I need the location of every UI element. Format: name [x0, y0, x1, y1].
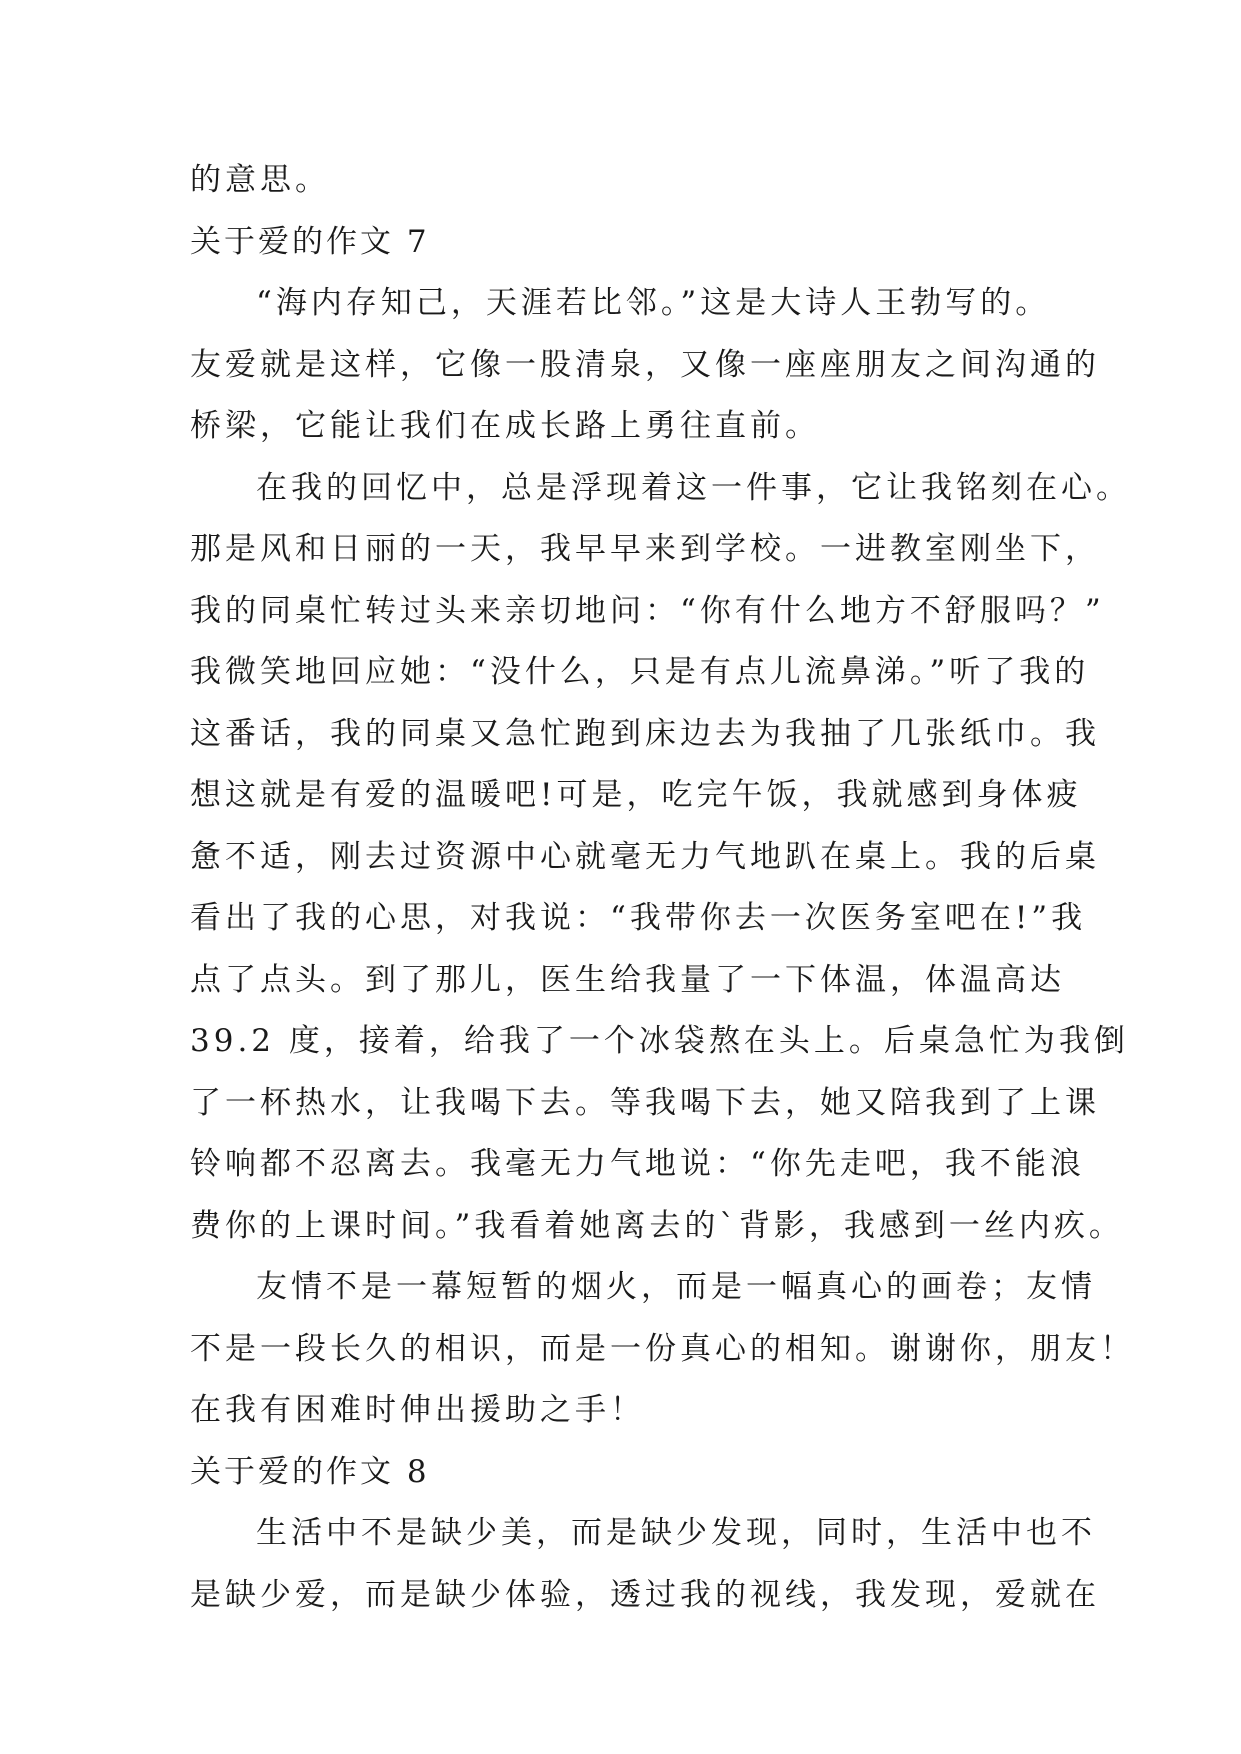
text-line: 那是风和日丽的一天，我早早来到学校。一进教室刚坐下， [190, 531, 1100, 567]
paragraph-first-line: 生活中不是缺少美，而是缺少发现，同时，生活中也不 [256, 1515, 1096, 1551]
paragraph-first-line: 友情不是一幕短暂的烟火，而是一幅真心的画卷；友情 [256, 1269, 1096, 1305]
text-line: 惫不适，刚去过资源中心就毫无力气地趴在桌上。我的后桌 [190, 838, 1100, 875]
text-line: 点了点头。到了那儿，医生给我量了一下体温，体温高达 [190, 961, 1065, 998]
text-line: 是缺少爱，而是缺少体验，透过我的视线，我发现，爱就在 [190, 1576, 1100, 1613]
text-line: 费你的上课时间。”我看着她离去的`背影，我感到一丝内疚。 [190, 1207, 1124, 1244]
text-line: 这番话，我的同桌又急忙跑到床边去为我抽了几张纸巾。我 [190, 715, 1100, 752]
paragraph-first-line: 在我的回忆中，总是浮现着这一件事，它让我铭刻在心。 [256, 469, 1131, 506]
text-line: 不是一段长久的相识，而是一份真心的相知。谢谢你，朋友！ [190, 1330, 1135, 1367]
text-line: 铃响都不忍离去。我毫无力气地说：“你先走吧，我不能浪 [190, 1146, 1085, 1182]
text-line: 的意思。 [190, 162, 330, 198]
text-line: 想这就是有爱的温暖吧!可是，吃完午饭，我就感到身体疲 [190, 777, 1082, 813]
document-body [190, 150, 1135, 1626]
text-line: 39.2 度，接着，给我了一个冰袋熬在头上。后桌急忙为我倒 [190, 1023, 1129, 1059]
text-line: 看出了我的心思，对我说：“我带你去一次医务室吧在!”我 [190, 900, 1087, 936]
section-heading: 关于爱的作文 7 [190, 223, 430, 260]
paragraph-first-line: “海内存知己，天涯若比邻。”这是大诗人王勃写的。 [256, 285, 1051, 321]
text-line: 我微笑地回应她：“没什么，只是有点儿流鼻涕。”听了我的 [190, 654, 1090, 690]
section-heading: 关于爱的作文 8 [190, 1453, 430, 1490]
text-line: 友爱就是这样，它像一股清泉，又像一座座朋友之间沟通的 [190, 346, 1100, 383]
text-line: 了一杯热水，让我喝下去。等我喝下去，她又陪我到了上课 [190, 1084, 1100, 1121]
text-line: 在我有困难时伸出援助之手！ [190, 1392, 645, 1428]
text-line: 我的同桌忙转过头来亲切地问：“你有什么地方不舒服吗？” [190, 592, 1105, 629]
text-line: 桥梁，它能让我们在成长路上勇往直前。 [190, 408, 820, 444]
